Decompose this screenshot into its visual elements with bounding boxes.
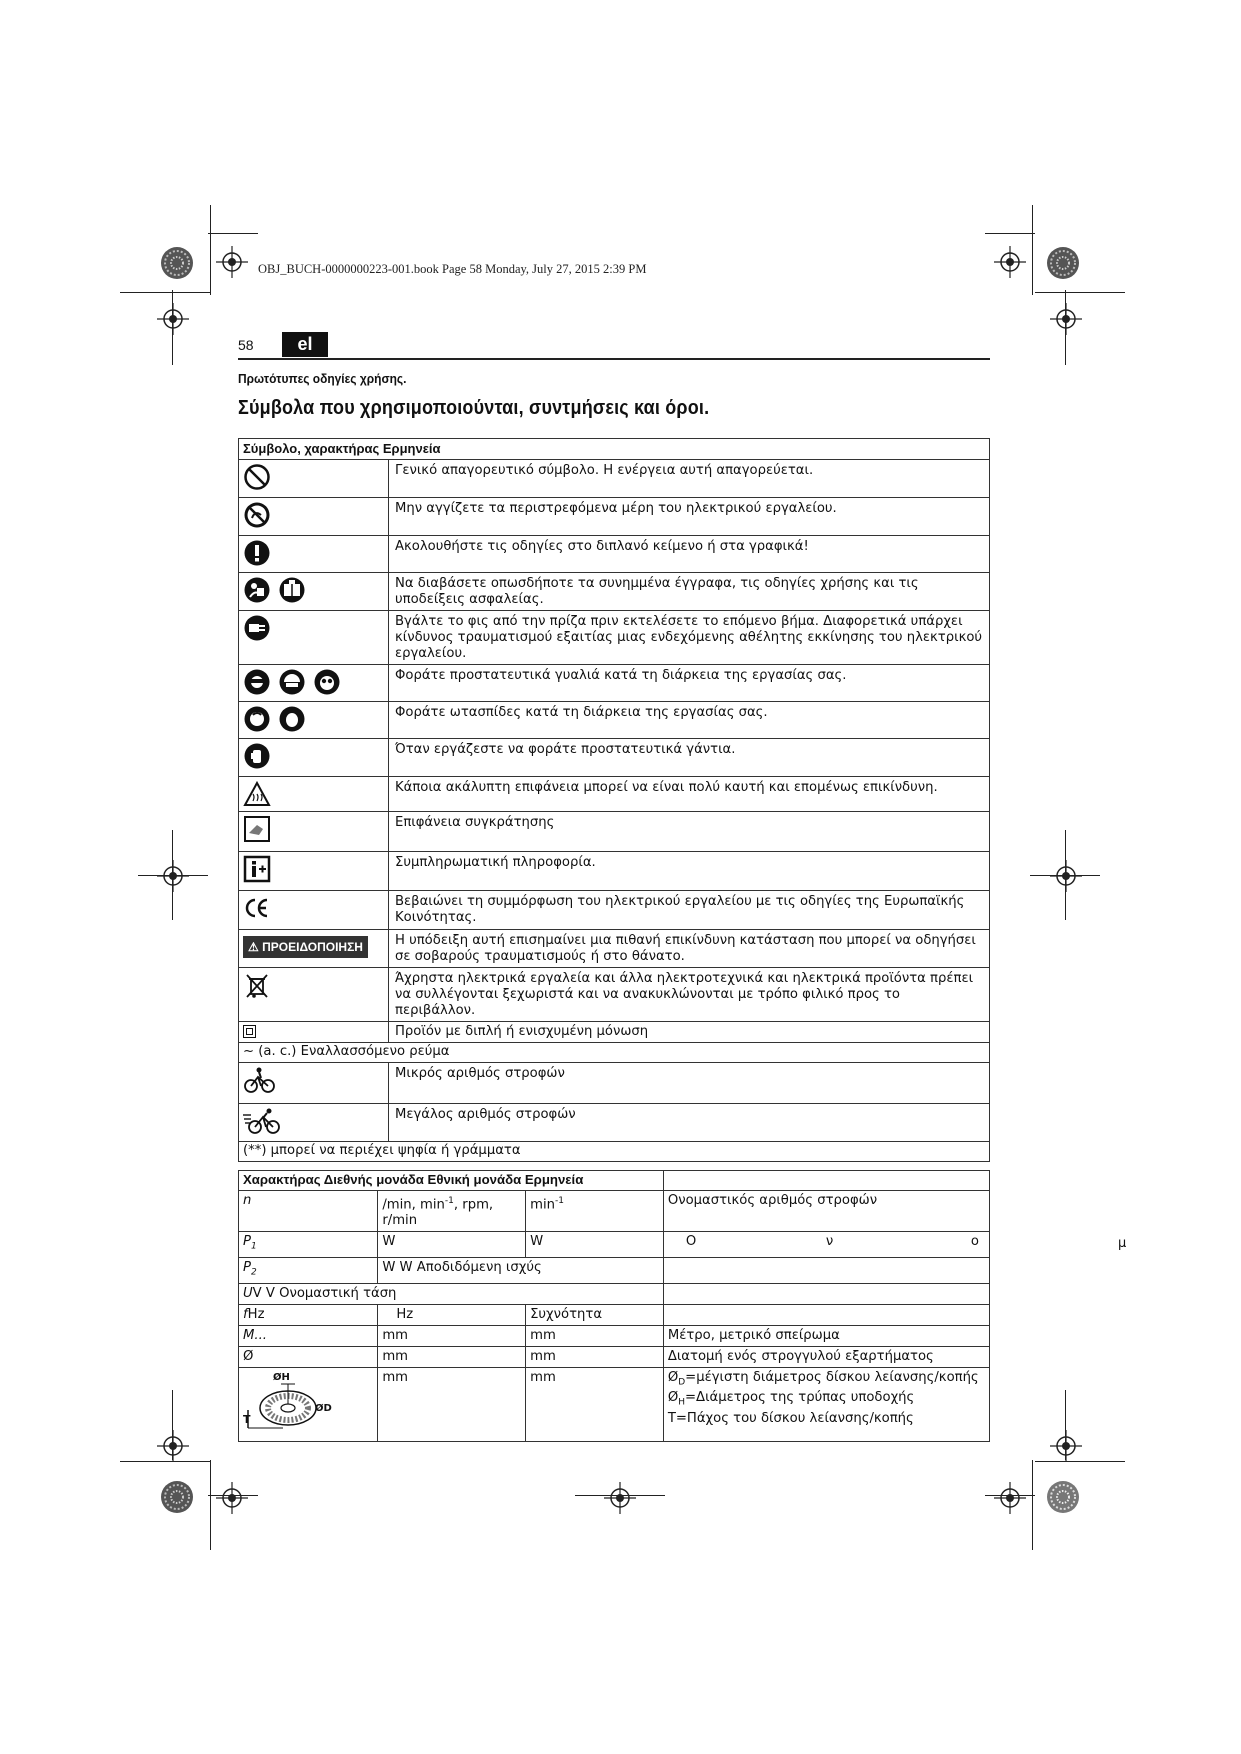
- table-row: [239, 611, 990, 665]
- goggles-icon: [313, 668, 341, 696]
- unit-international: W W Αποδιδόμενη ισχύς: [378, 1258, 664, 1284]
- table-row: [239, 1142, 990, 1162]
- table-row: [239, 739, 990, 777]
- registration-mark-icon: [216, 1482, 248, 1514]
- symbol-description: Προϊόν με διπλή ή ενισχυμένη μόνωση: [389, 1022, 990, 1043]
- registration-mark-icon: [216, 246, 248, 278]
- grip-surface-icon: [243, 815, 271, 843]
- unit-meaning: Διατομή ενός στρογγυλού εξαρτήματος: [663, 1346, 989, 1367]
- warning-badge-label: ΠΡΟΕΙΔΟΠΟΙΗΣΗ: [262, 940, 363, 954]
- ce-mark-icon: [243, 894, 271, 922]
- symbol-description: Μικρός αριθμός στροφών: [389, 1063, 990, 1104]
- table-row: [239, 777, 990, 812]
- unit-symbol: M...: [239, 1325, 378, 1346]
- page-number: 58: [238, 337, 254, 353]
- table-row: [239, 1304, 990, 1325]
- page-title: Σύμβολα που χρησιμοποιούνται, συντμήσεις και όροι.: [238, 397, 710, 419]
- book-icon: [278, 576, 306, 604]
- diagram-label-od: ØD: [315, 1402, 332, 1414]
- symbol-description: Συμπληρωματική πληροφορία.: [389, 852, 990, 891]
- unit-symbol: Ø: [239, 1346, 378, 1367]
- symbol-description: Άχρηστα ηλεκτρικά εργαλεία και άλλα ηλεκτροτεχνικά και ηλεκτρικά προϊόντα πρέπει να συλλέγονται ξεχωριστά και να ανακυκλώνονται με τρόπο φιλικό προς το περιβάλλον.: [389, 968, 990, 1022]
- symbol-description: Να διαβάσετε οπωσδήποτε τα συνημμένα έγγραφα, τις οδηγίες χρήσης και τις υποδείξεις ασφαλείας.: [389, 573, 990, 611]
- symbol-description: Η υπόδειξη αυτή επισημαίνει μια πιθανή επικίνδυνη κατάσταση που μπορεί να οδηγήσει σε σοβαρούς τραυματισμούς ή στο θάνατο.: [389, 930, 990, 968]
- table-row: [239, 498, 990, 536]
- unit-national: mm: [526, 1325, 664, 1346]
- table-row: [239, 1022, 990, 1043]
- diagram-label-oh: ØH: [273, 1371, 290, 1383]
- table-row: [239, 852, 990, 891]
- symbols-table: [238, 438, 990, 1162]
- registration-mark-icon: [1050, 1430, 1082, 1462]
- symbols-table-header: Σύμβολο, χαρακτήρας Ερμηνεία: [239, 439, 990, 460]
- registration-mark-icon: [604, 1482, 636, 1514]
- table-row: [239, 1063, 990, 1104]
- table-row: [239, 536, 990, 573]
- header-rule: [238, 358, 990, 360]
- section-subtitle: Πρωτότυπες οδηγίες χρήσης.: [238, 371, 407, 386]
- warning-triangle-icon: ⚠: [248, 940, 259, 954]
- symbol-description: Φοράτε ωτασπίδες κατά τη διάρκεια της εργασίας σας.: [389, 702, 990, 739]
- diagram-label-t: T: [243, 1412, 251, 1426]
- unit-meaning: $Ø_D=\mu έ\gamma\iota\sigma\tau\eta$ διάμετρος δίσκου λείανσης/κοπής $Ø_H=\Delta\iota ά\mu\varepsilon\tau\rho o\varsigma$ της τρύπας υποδοχής T=Πάχος του δίσκου λείανσης/κοπής: [663, 1367, 989, 1441]
- ac-row: ~ (a. c.) Εναλλασσόμενο ρεύμα: [239, 1043, 990, 1063]
- table-row: [239, 1191, 990, 1232]
- weee-bin-icon: [243, 971, 271, 999]
- warning-badge: [243, 936, 368, 958]
- table-row: [239, 460, 990, 498]
- starburst-mark-icon: [1046, 246, 1080, 280]
- footnote-row: (**) μπορεί να περιέχει ψηφία ή γράμματα: [239, 1142, 990, 1162]
- symbol-description: Βεβαιώνει τη συμμόρφωση του ηλεκτρικού εργαλείου με τις οδηγίες της Ευρωπαϊκής Κοινότητας.: [389, 891, 990, 930]
- bicycle-slow-icon: [243, 1066, 277, 1094]
- unit-international: W: [378, 1232, 526, 1258]
- language-badge: el: [282, 332, 328, 357]
- bicycle-fast-icon: [243, 1107, 283, 1135]
- unit-national: mm: [526, 1367, 664, 1441]
- helmet-icon: [278, 668, 306, 696]
- hot-surface-icon: [243, 780, 271, 808]
- units-table: [238, 1170, 990, 1442]
- table-row: [239, 1232, 990, 1258]
- unit-international: mm: [378, 1325, 526, 1346]
- unit-international: Hz: [378, 1304, 526, 1325]
- registration-mark-icon: [994, 246, 1026, 278]
- unit-international: mm: [378, 1367, 526, 1441]
- table-row: [239, 1258, 990, 1284]
- unit-symbol: n: [239, 1191, 378, 1232]
- unit-symbol: $P_1$: [239, 1232, 378, 1258]
- unit-symbol: UV V Ονομαστική τάση: [239, 1283, 664, 1304]
- unit-national: $\min^{-1}$: [526, 1191, 664, 1232]
- table-header-row: [239, 1171, 990, 1191]
- unit-symbol: fHz: [239, 1304, 378, 1325]
- table-row: [239, 930, 990, 968]
- unit-meaning: Μέτρο, μετρικό σπείρωμα: [663, 1325, 989, 1346]
- info-icon: [243, 855, 271, 883]
- registration-mark-icon: [1050, 303, 1082, 335]
- table-header-row: [239, 439, 990, 460]
- units-table-header: Χαρακτήρας Διεθνής μονάδα Εθνική μονάδα Ερμηνεία: [239, 1171, 664, 1191]
- table-row: [239, 812, 990, 852]
- symbol-description: Μην αγγίζετε τα περιστρεφόμενα μέρη του ηλεκτρικού εργαλείου.: [389, 498, 990, 536]
- no-touch-rotating-icon: [243, 501, 271, 529]
- unit-symbol: $P_2$: [239, 1258, 378, 1284]
- unit-meaning: Ονομαστικός αριθμός στροφών: [663, 1191, 989, 1232]
- disc-diagram: [239, 1367, 378, 1441]
- symbol-description: Κάποια ακάλυπτη επιφάνεια μπορεί να είναι πολύ καυτή και επομένως επικίνδυνη.: [389, 777, 990, 812]
- unit-national: mm: [526, 1346, 664, 1367]
- book-info-line: OBJ_BUCH-0000000223-001.book Page 58 Monday, July 27, 2015 2:39 PM: [258, 262, 647, 276]
- table-row: [239, 1367, 990, 1441]
- starburst-mark-icon: [1046, 1480, 1080, 1514]
- symbol-description: Όταν εργάζεστε να φοράτε προστατευτικά γάντια.: [389, 739, 990, 777]
- double-insulation-icon: [243, 1025, 256, 1038]
- table-row: [239, 1043, 990, 1063]
- registration-mark-icon: [157, 1430, 189, 1462]
- no-entry-icon: [243, 463, 271, 491]
- table-row: [239, 665, 990, 702]
- table-row: [239, 1325, 990, 1346]
- face-shield-icon: [243, 668, 271, 696]
- table-row: [239, 573, 990, 611]
- registration-mark-icon: [1050, 860, 1082, 892]
- symbol-description: Επιφάνεια συγκράτησης: [389, 812, 990, 852]
- ear-protection-icon: [243, 705, 271, 733]
- table-row: [239, 891, 990, 930]
- table-row: [239, 1283, 990, 1304]
- unit-national: Συχνότητα: [526, 1304, 664, 1325]
- table-row: [239, 968, 990, 1022]
- read-manual-icon: [243, 576, 271, 604]
- unit-meaning: Ο ν ο: [663, 1232, 989, 1258]
- table-row: [239, 1346, 990, 1367]
- registration-mark-icon: [994, 1482, 1026, 1514]
- symbol-description: Μεγάλος αριθμός στροφών: [389, 1104, 990, 1142]
- ear-muff-icon: [278, 705, 306, 733]
- table-row: [239, 702, 990, 739]
- stray-character: μ: [1118, 1236, 1127, 1251]
- starburst-mark-icon: [160, 246, 194, 280]
- symbol-description: Ακολουθήστε τις οδηγίες στο διπλανό κείμενο ή στα γραφικά!: [389, 536, 990, 573]
- starburst-mark-icon: [160, 1480, 194, 1514]
- unplug-icon: [243, 614, 271, 642]
- exclamation-icon: [243, 539, 271, 567]
- unit-international: /min, $\min^{-1}$, rpm, r/min: [378, 1191, 526, 1232]
- gloves-icon: [243, 742, 271, 770]
- unit-national: W: [526, 1232, 664, 1258]
- registration-mark-icon: [157, 860, 189, 892]
- symbol-description: Φοράτε προστατευτικά γυαλιά κατά τη διάρκεια της εργασίας σας.: [389, 665, 990, 702]
- unit-international: mm: [378, 1346, 526, 1367]
- symbol-description: Γενικό απαγορευτικό σύμβολο. Η ενέργεια αυτή απαγορεύεται.: [389, 460, 990, 498]
- symbol-description: Βγάλτε το φις από την πρίζα πριν εκτελέσετε το επόμενο βήμα. Διαφορετικά υπάρχει κίνδυνος τραυματισμού εξαιτίας μιας ενδεχόμενης αθέλητης εκκίνησης του ηλεκτρικού εργαλείου.: [389, 611, 990, 665]
- table-row: [239, 1104, 990, 1142]
- registration-mark-icon: [157, 303, 189, 335]
